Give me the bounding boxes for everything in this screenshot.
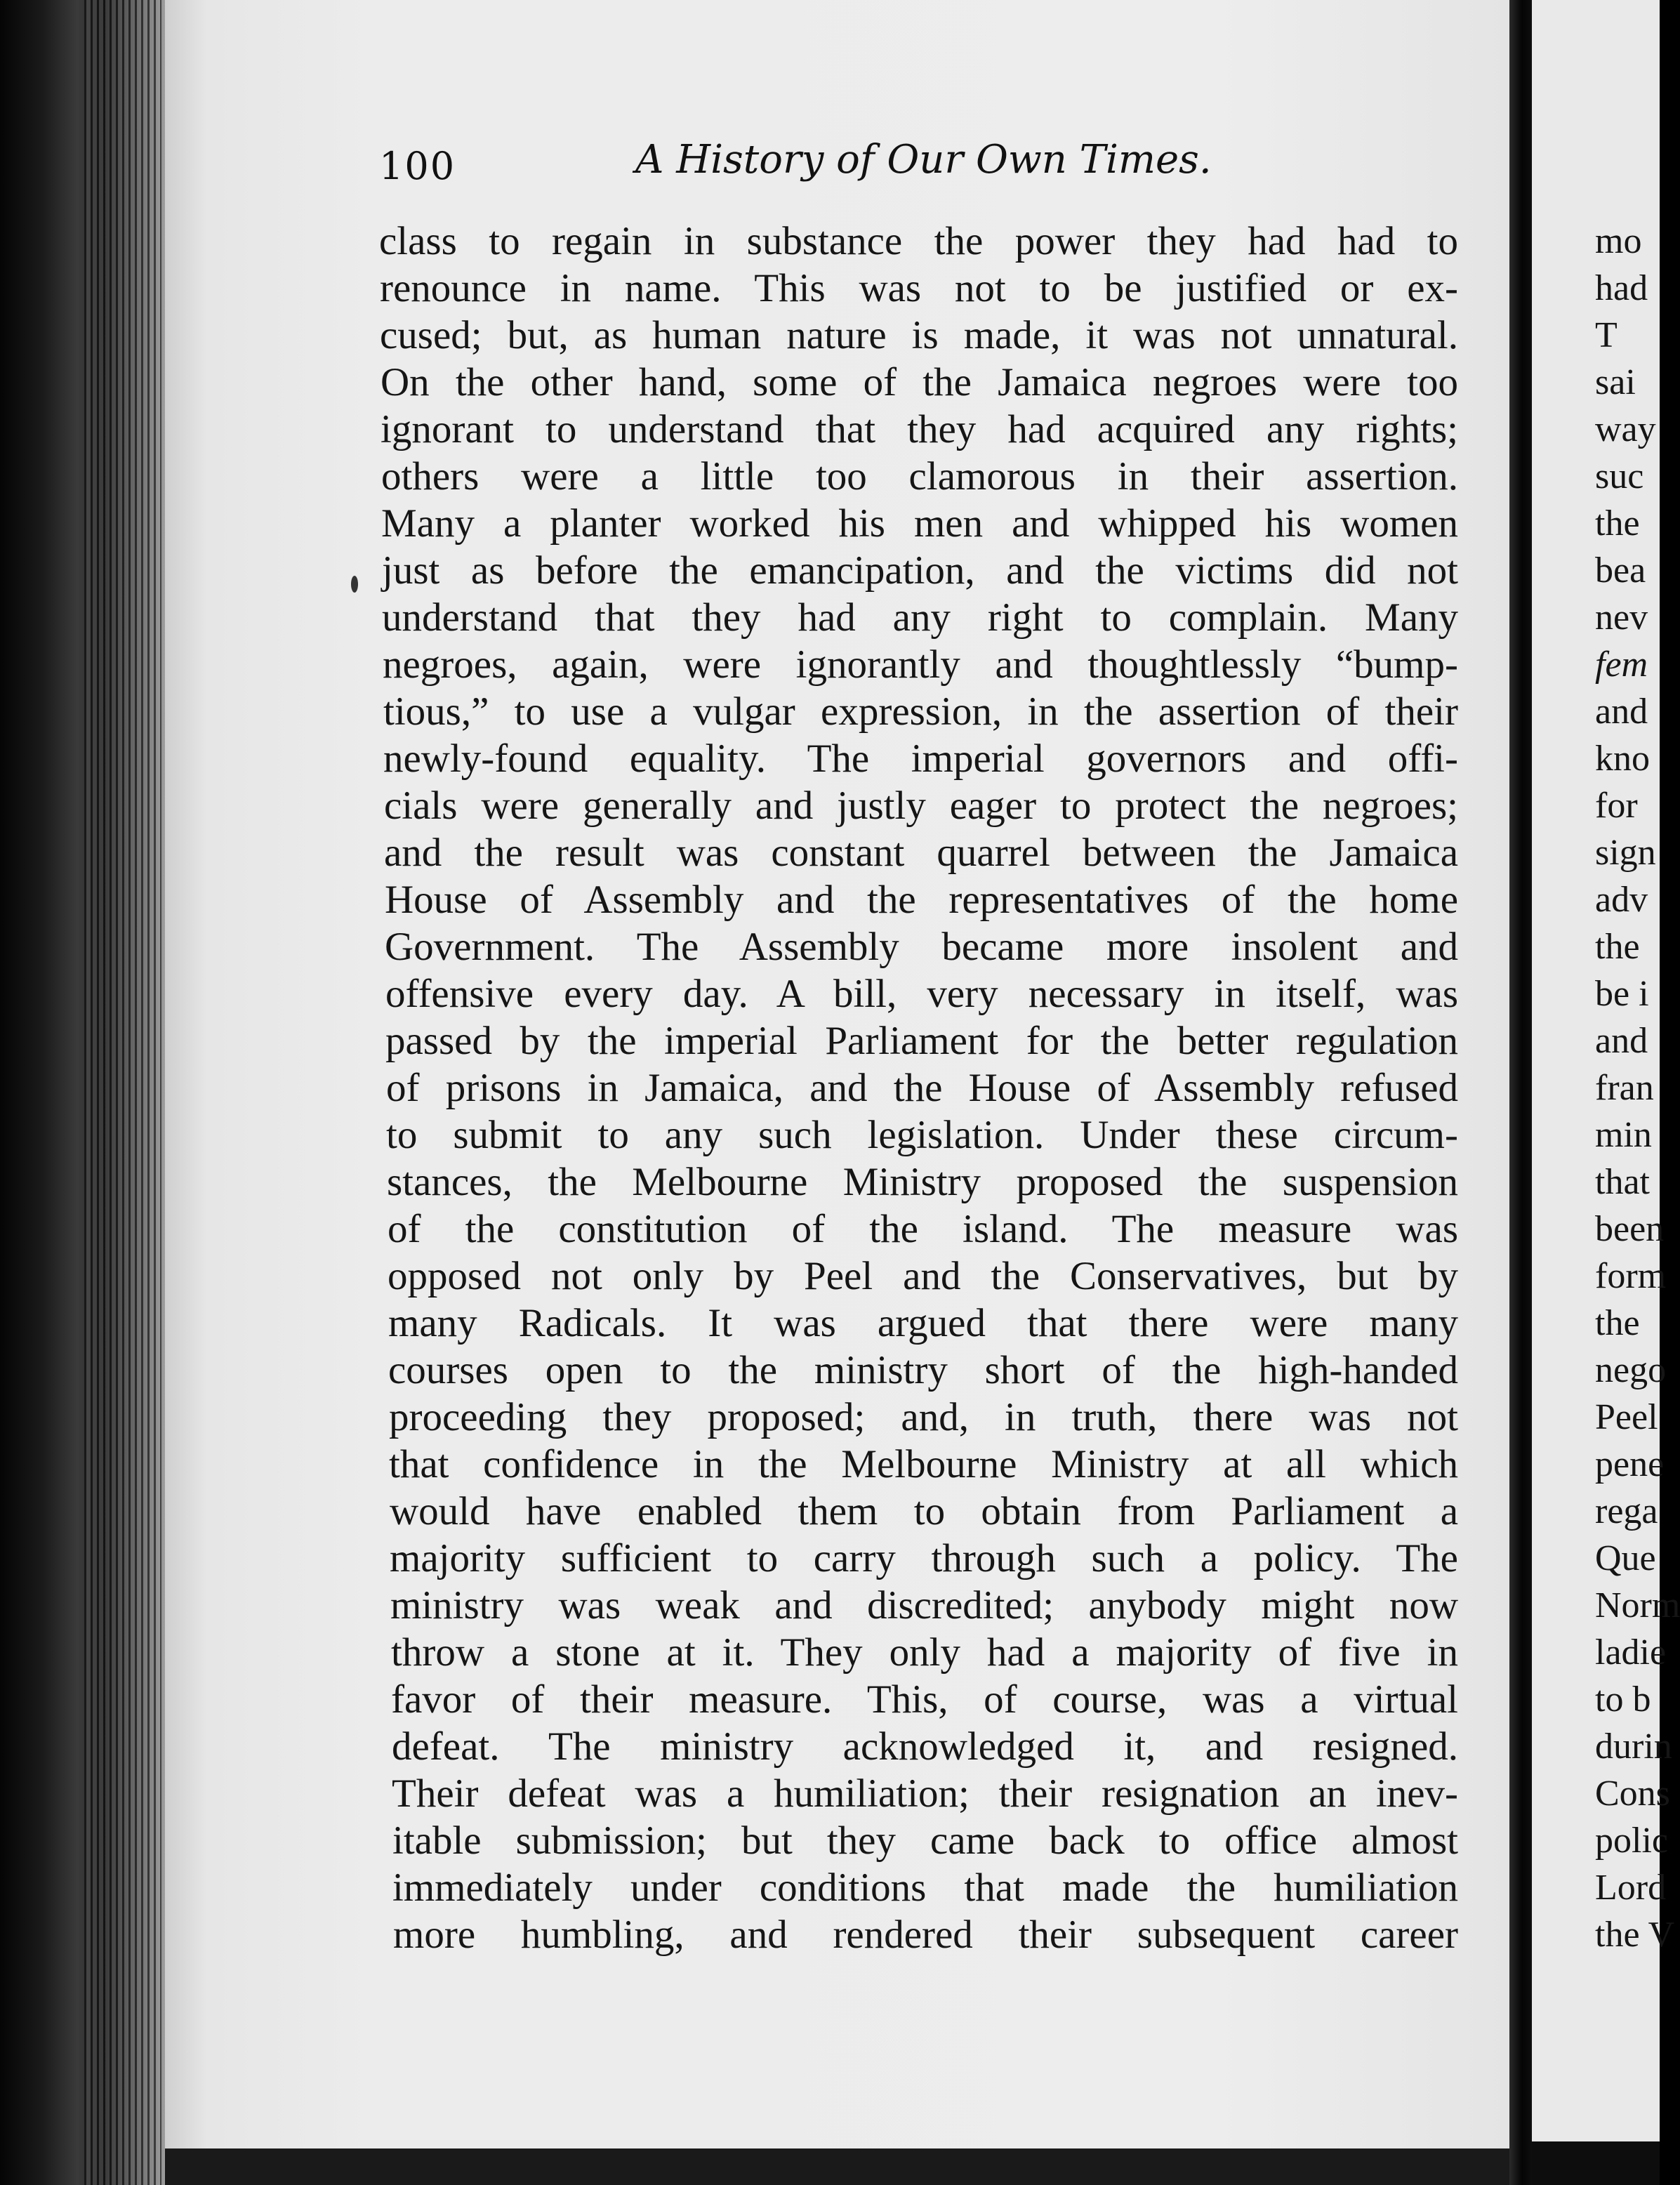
facing-text-fragment: and [1595,1021,1648,1061]
text-line: many Radicals. It was argued that there were many [388,1301,1458,1345]
text-line: others were a little too clamorous in their assertion. [381,454,1458,499]
facing-text-fragment: for [1595,786,1638,826]
text-line: Their defeat was a humiliation; their resignation an inev- [392,1771,1458,1816]
text-line: majority sufficient to carry through such a policy. The [390,1536,1458,1580]
facing-text-fragment: Que [1595,1538,1656,1578]
text-line: cused; but, as human nature is made, it was not unnatural. [380,313,1458,357]
facing-text-fragment: had [1595,268,1648,308]
facing-text-fragment: Cons [1595,1774,1670,1814]
facing-text-fragment: be i [1595,974,1649,1014]
facing-text-fragment: mo [1595,221,1642,261]
text-line: class to regain in substance the power they had had to [379,219,1458,263]
facing-text-fragment: to b [1595,1679,1651,1719]
text-line: cials were generally and justly eager to protect the negroes; [384,784,1458,828]
text-line: Many a planter worked his men and whipped his women [381,501,1458,546]
text-line: offensive every day. A bill, very necessary in itself, was [385,972,1458,1016]
running-head: A History of Our Own Times. [635,137,1212,183]
facing-text-fragment: Lord [1595,1868,1667,1908]
text-line: and the result was constant quarrel between the Jamaica [384,831,1458,875]
page-edges [84,0,161,2185]
facing-text-fragment: rega [1595,1491,1658,1531]
facing-text-fragment: durin [1595,1727,1672,1767]
facing-text-fragment: Norm [1595,1585,1680,1625]
text-line: immediately under conditions that made the humiliation [392,1866,1458,1910]
text-line: negroes, again, were ignorantly and thoughtlessly “bump- [383,642,1458,687]
facing-text-fragment: suc [1595,456,1644,496]
text-line: of the constitution of the island. The measure was [388,1207,1458,1251]
left-page-bottom-edge [165,2148,1516,2185]
text-line: ignorant to understand that they had acquired any rights; [381,407,1458,451]
center-fold [1509,0,1535,2185]
facing-text-fragment: the V [1595,1915,1675,1955]
print-speck [351,576,358,593]
facing-text-fragment: polic [1595,1821,1668,1861]
facing-text-fragment: been [1595,1209,1665,1249]
text-line: courses open to the ministry short of the high-handed [388,1348,1458,1392]
text-line: defeat. The ministry acknowledged it, and resigned. [392,1724,1458,1769]
right-page-bottom-edge [1532,2141,1660,2185]
facing-text-fragment: adv [1595,880,1648,920]
facing-text-fragment: the [1595,927,1640,967]
facing-text-fragment: nego [1595,1350,1667,1390]
facing-text-fragment: kno [1595,739,1650,779]
text-line: stances, the Melbourne Ministry proposed the suspension [387,1160,1458,1204]
facing-text-fragment: T [1595,315,1618,355]
facing-text-fragment: sai [1595,362,1636,402]
facing-text-fragment: the [1595,1303,1640,1343]
body-text [379,218,1464,1958]
text-line: ministry was weak and discredited; anybody might now [390,1583,1458,1628]
text-line: newly-found equality. The imperial governors and offi- [383,737,1458,781]
facing-text-fragment: nev [1595,598,1648,638]
facing-page-text [1595,218,1680,1958]
text-line: renounce in name. This was not to be justified or ex- [380,266,1458,310]
text-line: itable submission; but they came back to office almost [392,1818,1458,1863]
facing-text-fragment: the [1595,503,1640,543]
facing-text-fragment: Peel [1595,1397,1658,1437]
text-line: just as before the emancipation, and the victims did not [382,548,1458,593]
facing-text-fragment: ladie [1595,1632,1667,1672]
text-line: that confidence in the Melbourne Ministry at all which [389,1442,1458,1486]
text-line: to submit to any such legislation. Under these circum- [386,1113,1458,1157]
text-line: throw a stone at it. They only had a majority of five in [391,1630,1458,1675]
text-line: Government. The Assembly became more insolent and [385,925,1458,969]
text-line: opposed not only by Peel and the Conservatives, but by [388,1254,1458,1298]
page-number: 100 [379,144,456,188]
facing-text-fragment: min [1595,1115,1652,1155]
text-line: On the other hand, some of the Jamaica negroes were too [381,360,1458,404]
facing-text-fragment: fem [1595,645,1648,685]
text-line: would have enabled them to obtain from Parliament a [390,1489,1458,1533]
text-line: of prisons in Jamaica, and the House of Assembly refused [386,1066,1458,1110]
text-line: House of Assembly and the representatives of the home [385,878,1458,922]
facing-text-fragment: and [1595,692,1648,732]
text-line: proceeding they proposed; and, in truth, there was not [389,1395,1458,1439]
text-line: tious,” to use a vulgar expression, in the assertion of their [383,689,1458,734]
facing-text-fragment: form [1595,1256,1667,1296]
facing-text-fragment: pene [1595,1444,1665,1484]
text-line: understand that they had any right to complain. Many [382,595,1458,640]
facing-text-fragment: bea [1595,550,1646,590]
facing-text-fragment: way [1595,409,1656,449]
facing-text-fragment: fran [1595,1068,1654,1108]
facing-text-fragment: that [1595,1162,1650,1202]
facing-text-fragment: sign [1595,833,1656,873]
text-line: favor of their measure. This, of course, was a virtual [391,1677,1458,1722]
text-line: passed by the imperial Parliament for the better regulation [385,1019,1458,1063]
text-line: more humbling, and rendered their subsequent career [393,1913,1458,1957]
